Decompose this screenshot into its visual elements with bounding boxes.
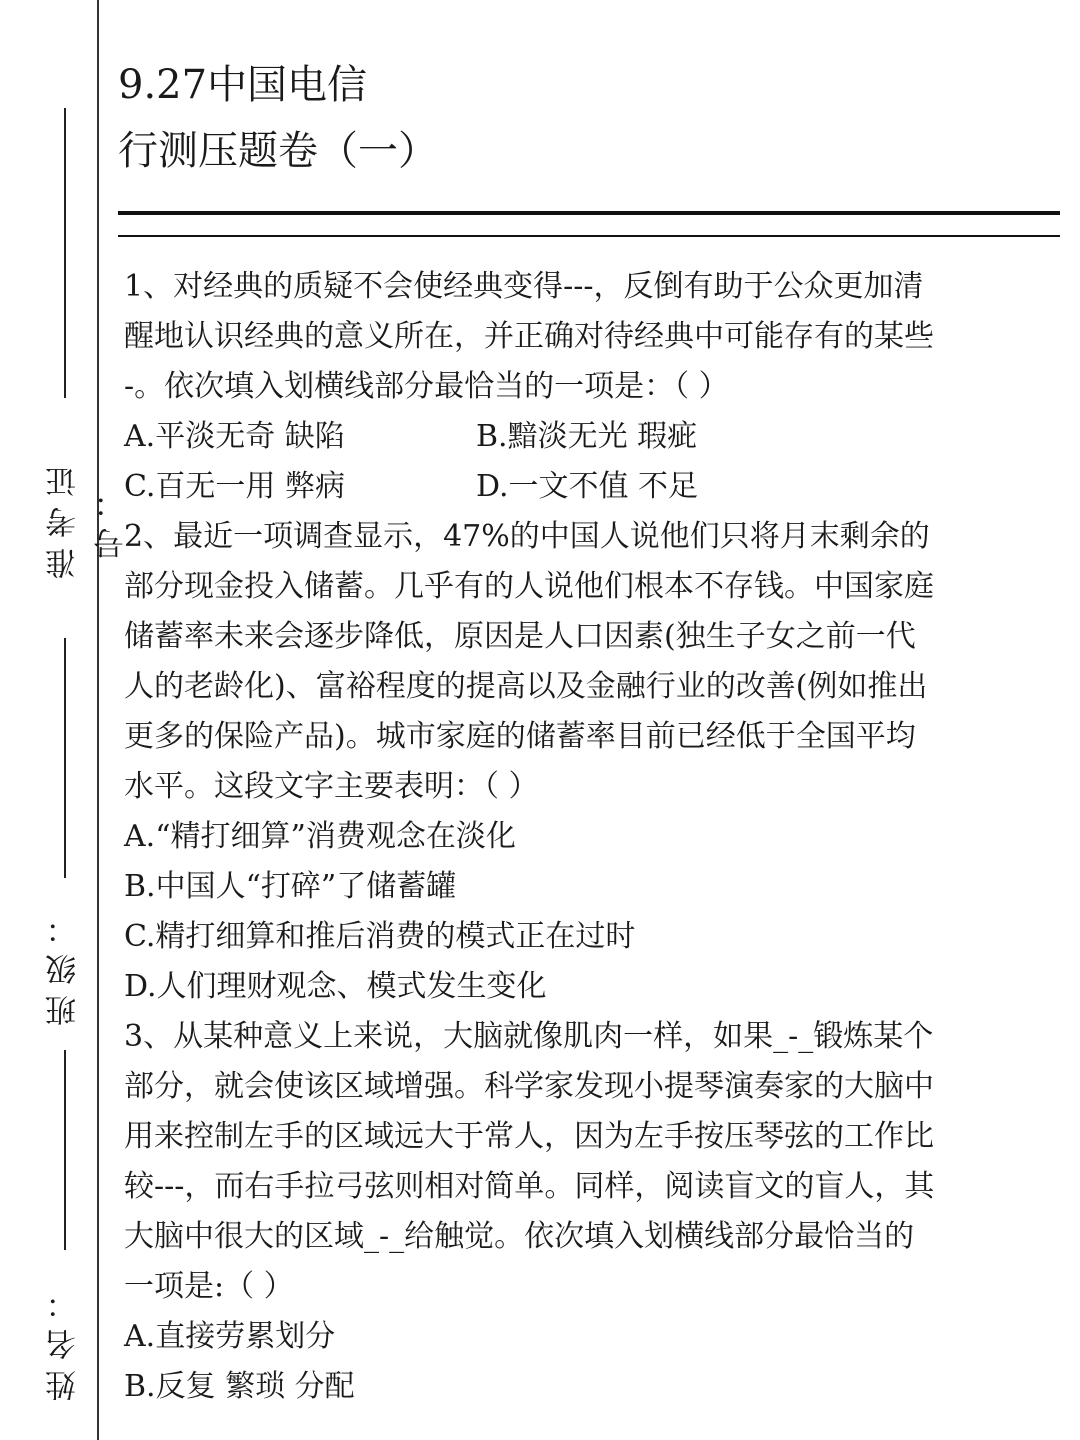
exam-id-label: 准考证号：	[46, 456, 130, 580]
question-stem-line: 更多的保险产品)。城市家庭的储蓄率目前已经低于全国平均	[124, 719, 916, 754]
option-c: C.精打细算和推后消费的模式正在过时	[124, 919, 636, 954]
option-b: B.黯淡无光 瑕疵	[476, 419, 698, 454]
class-blank-line[interactable]	[64, 1050, 66, 1250]
exam-id-blank-line-lower[interactable]	[64, 638, 66, 878]
option-a: A.“精打细算”消费观念在淡化	[124, 819, 516, 854]
exam-id-blank-line[interactable]	[64, 108, 66, 398]
option-d: D.一文不值 不足	[476, 469, 699, 504]
question-stem-line: 1、对经典的质疑不会使经典变得---，反倒有助于公众更加清	[124, 269, 924, 304]
question-stem-line: 较---，而右手拉弓弦则相对简单。同样，阅读盲文的盲人，其	[124, 1169, 935, 1204]
question-stem-line: 3、从某种意义上来说，大脑就像肌肉一样，如果_-_锻炼某个	[124, 1019, 934, 1054]
class-label: 班级：	[46, 903, 82, 1027]
question-stem-line: 用来控制左手的区域远大于常人，因为左手按压琴弦的工作比	[124, 1119, 934, 1154]
question-stem-line: 部分，就会使该区域增强。科学家发现小提琴演奏家的大脑中	[124, 1069, 934, 1104]
question-stem-line: 部分现金投入储蓄。几乎有的人说他们根本不存钱。中国家庭	[124, 569, 934, 604]
question-stem-line: 醒地认识经典的意义所在，并正确对待经典中可能存有的某些	[124, 319, 934, 354]
name-label: 姓名：	[46, 1278, 82, 1402]
question-1	[124, 262, 1044, 512]
header-rule-thin	[118, 235, 1060, 237]
page-title	[118, 52, 438, 184]
option-row	[124, 462, 1044, 512]
question-stem-line: 人的老龄化)、富裕程度的提高以及金融行业的改善(例如推出	[124, 669, 928, 704]
question-stem-line: 储蓄率未来会逐步降低，原因是人口因素(独生子女之前一代	[124, 619, 916, 654]
question-stem-line: 一项是:（ ）	[124, 1269, 294, 1304]
option-d: D.人们理财观念、模式发生变化	[124, 969, 547, 1004]
title-line-1: 9.27中国电信	[118, 62, 368, 108]
question-3	[124, 1012, 1044, 1412]
question-stem-line: 大脑中很大的区域_-_给触觉。依次填入划横线部分最恰当的	[124, 1219, 915, 1254]
option-c: C.百无一用 弊病	[124, 469, 345, 504]
option-row	[124, 412, 1044, 462]
option-b: B.反复 繁琐 分配	[124, 1369, 355, 1404]
option-a: A.直接劳累划分	[124, 1319, 336, 1354]
question-stem-line: -。依次填入划横线部分最恰当的一项是：（ ）	[124, 369, 729, 404]
question-stem-line: 水平。这段文字主要表明：（ ）	[124, 769, 539, 804]
question-list	[124, 262, 1044, 1412]
question-2	[124, 512, 1044, 1012]
option-b: B.中国人“打碎”了储蓄罐	[124, 869, 457, 904]
title-line-2: 行测压题卷（一）	[118, 128, 438, 174]
question-stem-line: 2、最近一项调查显示，47%的中国人说他们只将月末剩余的	[124, 519, 930, 554]
binding-margin	[0, 0, 130, 1440]
option-a: A.平淡无奇 缺陷	[124, 419, 345, 454]
header-rule-thick	[118, 211, 1060, 215]
margin-divider-line	[97, 0, 99, 1440]
